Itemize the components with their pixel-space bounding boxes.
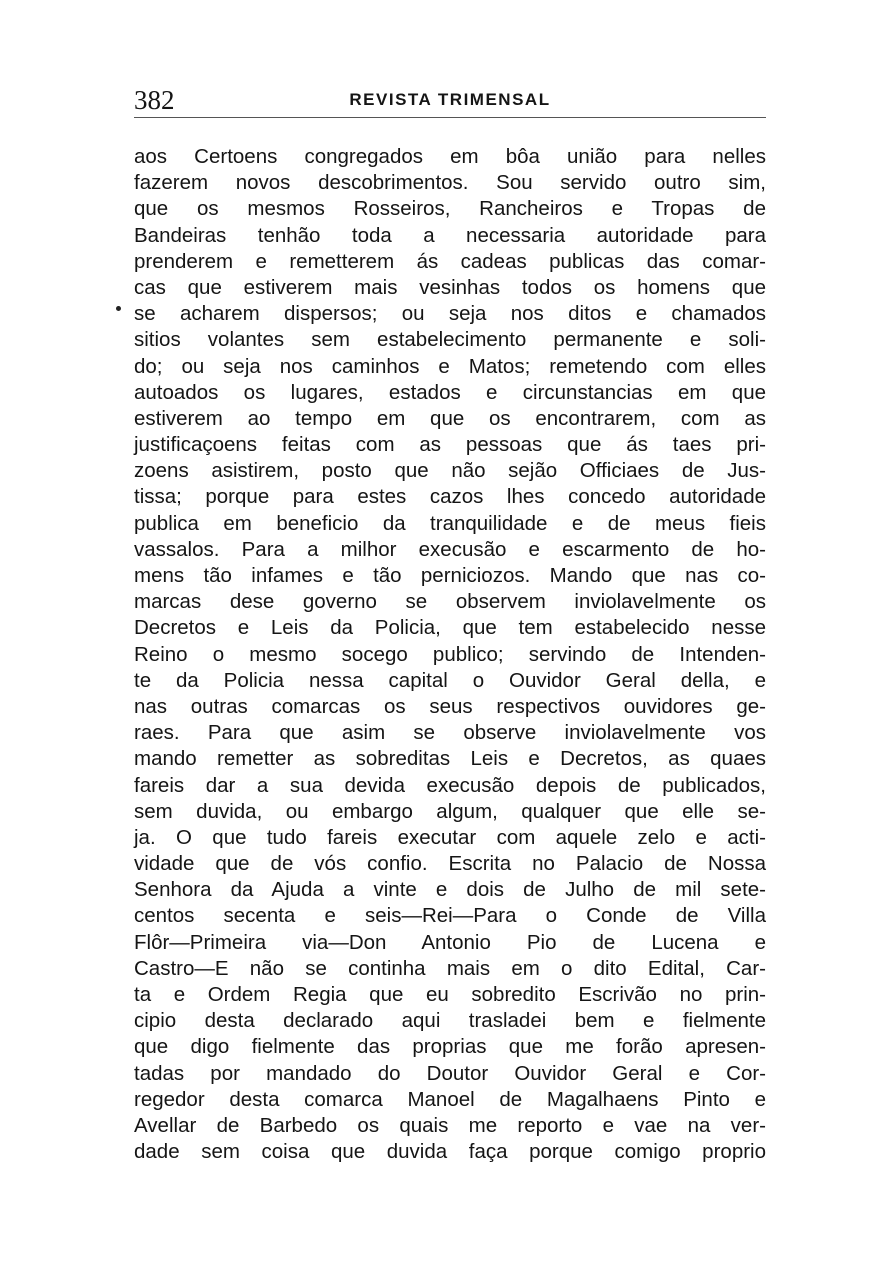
text-line: cas que estiverem mais vesinhas todos os homens que: [134, 275, 766, 299]
margin-mark: [116, 306, 121, 311]
text-line: tissa; porque para estes cazos lhes concedo autoridade: [134, 485, 766, 509]
text-line: publica em beneficio da tranquilidade e de meus fieis: [134, 511, 766, 535]
body-text: [134, 144, 766, 1165]
text-line: cipio desta declarado aqui trasladei bem e fielmente: [134, 1009, 766, 1033]
text-line: nas outras comarcas os seus respectivos ouvidores ge-: [134, 694, 766, 718]
text-line: Flôr—Primeira via—Don Antonio Pio de Lucena e: [134, 930, 766, 954]
text-line: ta e Ordem Regia que eu sobredito Escrivão no prin-: [134, 983, 766, 1006]
text-line: Castro—E não se continha mais em o dito Edital, Car-: [134, 956, 766, 980]
page-number: 382: [134, 85, 175, 115]
text-line: vassalos. Para a milhor execusão e escarmento de ho-: [134, 537, 766, 561]
text-line: marcas dese governo se observem inviolavelmente os: [134, 590, 766, 614]
text-line: sem duvida, ou embargo algum, qualquer que elle se-: [134, 799, 766, 823]
text-line: estiverem ao tempo em que os encontrarem, com as: [134, 406, 766, 430]
text-line: ja. O que tudo fareis executar com aquele zelo e acti-: [134, 825, 766, 849]
text-line: centos secenta e seis—Rei—Para o Conde de Villa: [134, 904, 766, 928]
text-line: Decretos e Leis da Policia, que tem estabelecido nesse: [134, 616, 766, 640]
text-line: sitios volantes sem estabelecimento permanente e soli-: [134, 328, 766, 352]
text-line: vidade que de vós confio. Escrita no Palacio de Nossa: [134, 852, 766, 876]
text-line: fareis dar a sua devida execusão depois de publicados,: [134, 773, 766, 797]
header-rule: [134, 117, 766, 118]
text-line: zoens asistirem, posto que não sejão Officiaes de Jus-: [134, 459, 766, 483]
text-line: que digo fielmente das proprias que me forão apresen-: [134, 1035, 766, 1059]
text-line: Reino o mesmo socego publico; servindo de Intenden-: [134, 642, 766, 666]
text-line: que os mesmos Rosseiros, Rancheiros e Tropas de: [134, 197, 766, 221]
text-line: se acharem dispersos; ou seja nos ditos e chamados: [134, 302, 766, 326]
running-head: [134, 84, 766, 124]
text-line: do; ou seja nos caminhos e Matos; remetendo com elles: [134, 354, 766, 378]
text-line: te da Policia nessa capital o Ouvidor Geral della, e: [134, 668, 766, 692]
text-line: dade sem coisa que duvida faça porque comigo proprio: [134, 1140, 766, 1164]
text-line: tadas por mandado do Doutor Ouvidor Geral e Cor-: [134, 1061, 766, 1085]
text-line: mens tão infames e tão perniciozos. Mando que nas co-: [134, 564, 766, 587]
text-line: justificaçoens feitas com as pessoas que ás taes pri-: [134, 433, 766, 457]
text-line: Bandeiras tenhão toda a necessaria autoridade para: [134, 223, 766, 247]
journal-title: REVISTA TRIMENSAL: [349, 90, 551, 109]
text-line: mando remetter as sobreditas Leis e Decretos, as quaes: [134, 747, 766, 771]
text-line: raes. Para que asim se observe inviolavelmente vos: [134, 721, 766, 745]
text-line: prenderem e remetterem ás cadeas publicas das comar-: [134, 249, 766, 273]
text-line: Avellar de Barbedo os quais me reporto e vae na ver-: [134, 1113, 766, 1137]
text-line: Senhora da Ajuda a vinte e dois de Julho de mil sete-: [134, 878, 766, 902]
text-line: regedor desta comarca Manoel de Magalhaens Pinto e: [134, 1087, 766, 1111]
text-line: fazerem novos descobrimentos. Sou servido outro sim,: [134, 171, 766, 195]
text-line: autoados os lugares, estados e circunstancias em que: [134, 380, 766, 404]
text-line: aos Certoens congregados em bôa união para nelles: [134, 145, 766, 168]
